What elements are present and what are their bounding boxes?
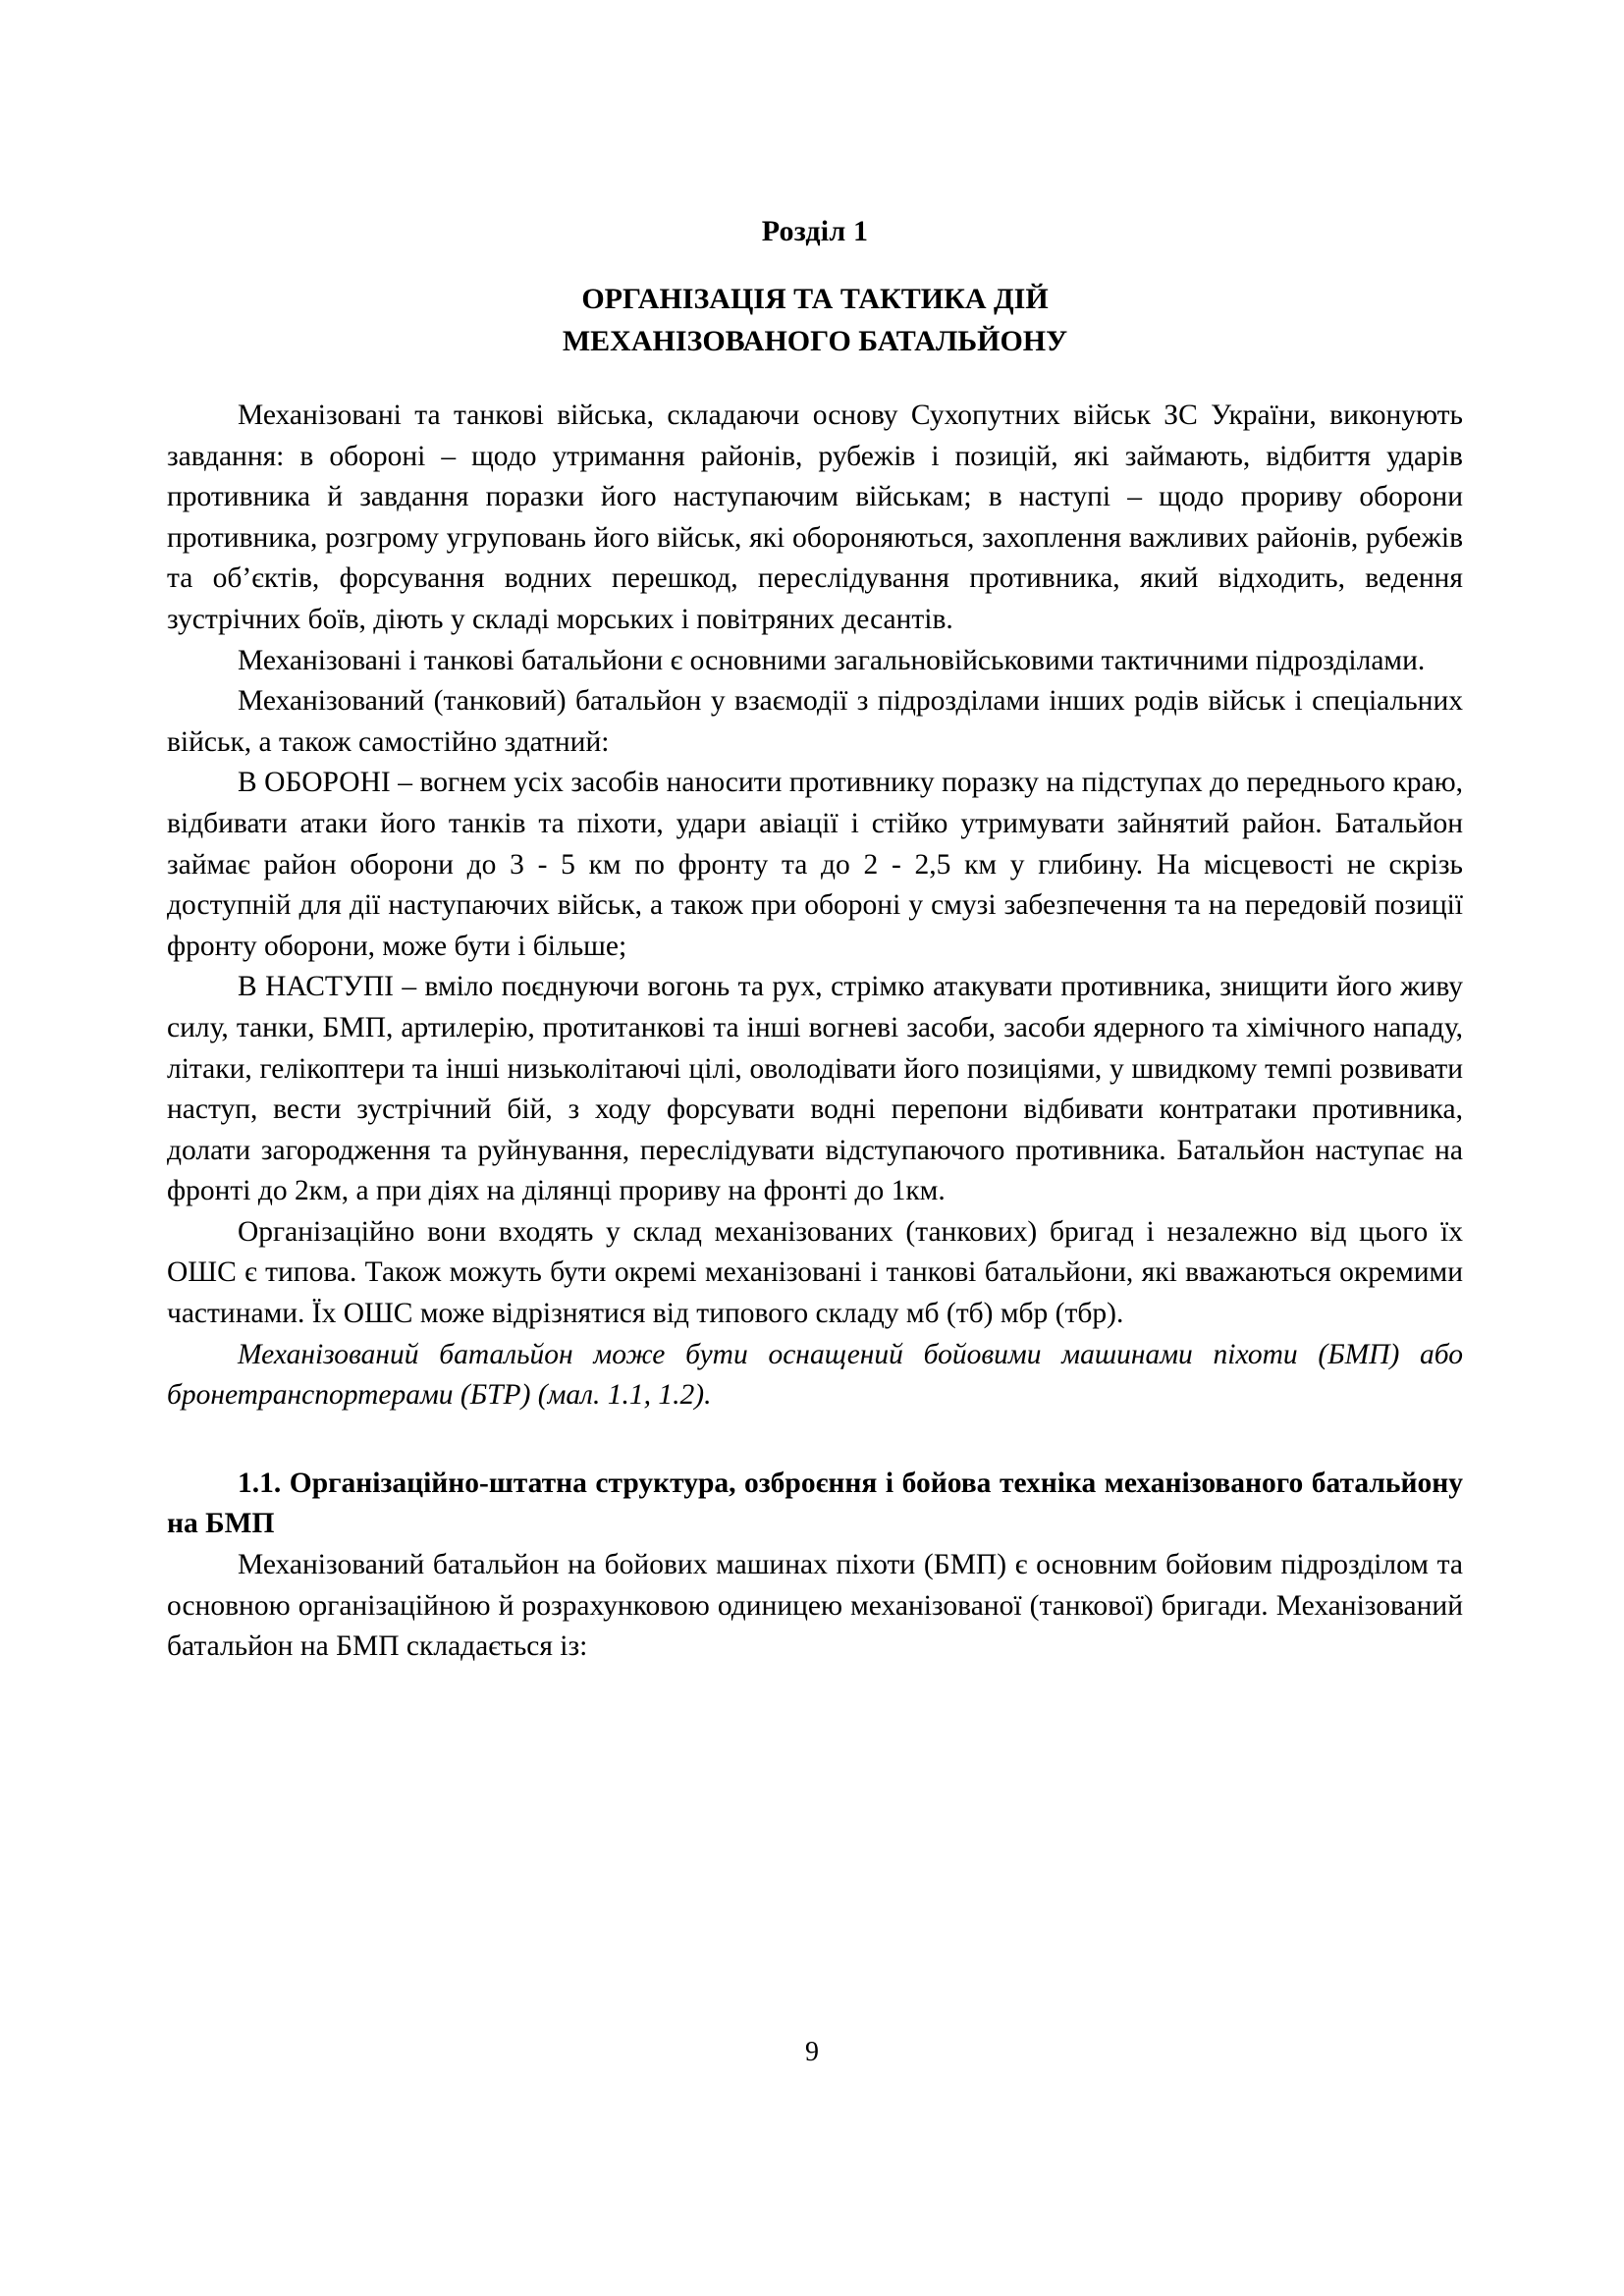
paragraph-organisational-structure: Організаційно вони входять у склад механізованих (танкових) бригад і незалежно від цього їх ОШС є типова. Також можуть бути окремі механізовані і танкові батальйони, які вважаються окремими частинами. Їх ОШС може відрізнятися від типового складу мб (тб) мбр (тбр).	[167, 1215, 1463, 1330]
paragraph-battalion-capabilities: Механізований (танковий) батальйон у взаємодії з підрозділами інших родів військ і спеціальних військ, а також самостійно здатний:	[167, 685, 1463, 758]
chapter-title-line-1: ОРГАНІЗАЦІЯ ТА ТАКТИКА ДІЙ	[581, 283, 1049, 315]
paragraph-equipment-note: Механізований батальйон може бути оснащений бойовими машинами піхоти (БМП) або бронетранспортерами (БТР) (мал. 1.1, 1.2).	[167, 1338, 1463, 1412]
paragraph-bmp-battalion: Механізований батальйон на бойових машинах піхоти (БМП) є основним бойовим підрозділом та основною організаційною й розрахунковою одиницею механізованої (танкової) бригади. Механізований батальйон на БМП складається із:	[167, 1549, 1463, 1663]
chapter-label: Розділ 1	[761, 215, 869, 247]
paragraph-in-offence: В НАСТУПІ – вміло поєднуючи вогонь та рух, стрімко атакувати противника, знищити його живу силу, танки, БМП, артилерію, протитанкові та інші вогневі засоби, засоби ядерного та хімічного нападу, літаки, гелікоптери та інші низьколітаючі цілі, оволодівати його позиціями, у швидкому темпі розвивати наступ, вести зустрічний бій, з ходу форсувати водні перепони відбивати контратаки противника, долати загородження та руйнування, переслідувати відступаючого противника. Батальйон наступає на фронті до 2км, а при діях на ділянці прориву на фронті до 1км.	[167, 971, 1463, 1207]
paragraph-tactical-units: Механізовані і танкові батальйони є основними загальновійськовими тактичними підрозділами.	[238, 644, 1426, 676]
paragraph-in-defence: В ОБОРОНІ – вогнем усіх засобів наносити противнику поразку на підступах до переднього краю, відбивати атаки його танків та піхоти, удари авіації і стійко утримувати зайнятий район. Батальйон займає район оборони до 3 - 5 км по фронту та до 2 - 2,5 км у глибину. На місцевості не скрізь доступній для дії наступаючих військ, а також при обороні у смузі забезпечення та на передовій позиції фронту оборони, може бути і більше;	[167, 767, 1463, 962]
page-content	[167, 0, 1463, 1668]
chapter-title	[167, 278, 1463, 362]
page-number: 9	[805, 2037, 819, 2067]
paragraph-intro-troops: Механізовані та танкові війська, складаючи основу Сухопутних військ ЗС України, виконують завдання: в обороні – щодо утримання районів, рубежів і позицій, які займають, відбиття ударів противника й завдання поразки його наступаючим військам; в наступі – щодо прориву оборони противника, розгрому угруповань його військ, які обороняються, захоплення важливих районів, рубежів та об’єктів, форсування водних перешкод, переслідування противника, який відходить, ведення зустрічних боїв, діють у складі морських і повітряних десантів.	[167, 400, 1463, 635]
section-heading-1-1: 1.1. Організаційно-штатна структура, озброєння і бойова техніка механізованого батальйону на БМП	[167, 1467, 1463, 1540]
chapter-title-line-2: МЕХАНІЗОВАНОГО БАТАЛЬЙОНУ	[562, 325, 1068, 357]
